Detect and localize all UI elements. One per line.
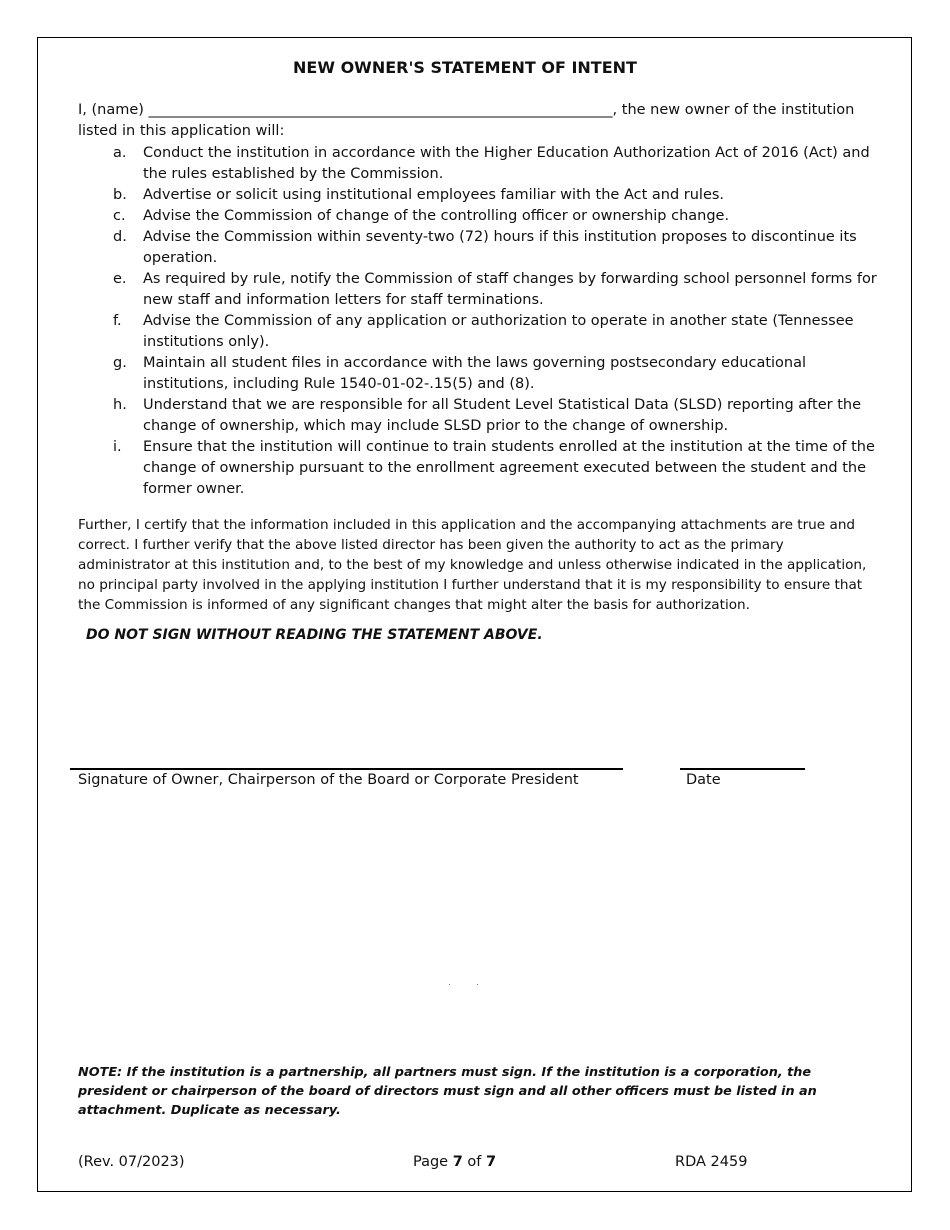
page-prefix: Page <box>413 1154 453 1170</box>
item-text: Understand that we are responsible for all Student Level Statistical Data (SLSD) reporting after the change of ownership, which may include SLSD prior to the change of ownership. <box>143 397 862 434</box>
item-letter: c. <box>113 208 126 224</box>
signing-note: NOTE: If the institution is a partnership, all partners must sign. If the institution is a corporation, the president or chairperson of the board of directors must sign and all other officers must be listed in an attachment. Duplicate as necessary. <box>78 1065 817 1118</box>
stray-mark <box>477 984 478 985</box>
intro-statement: I, (name) ________________________________________________________________, the new owner of the institution listed in this application will: <box>78 102 855 139</box>
item-letter: f. <box>113 313 122 329</box>
item-text: Advise the Commission within seventy-two (72) hours if this institution proposes to discontinue its operation. <box>143 229 857 266</box>
revision-date: (Rev. 07/2023) <box>78 1154 185 1170</box>
form-id: RDA 2459 <box>675 1154 748 1170</box>
list-item <box>78 185 878 206</box>
list-item <box>78 269 878 311</box>
stray-mark <box>449 984 450 985</box>
item-text: Advise the Commission of any application or authorization to operate in another state (Tennessee institutions only). <box>143 313 854 350</box>
item-letter: h. <box>113 397 127 413</box>
list-item <box>78 395 878 437</box>
obligations-list <box>78 143 878 500</box>
list-item <box>78 437 878 500</box>
item-text: As required by rule, notify the Commission of staff changes by forwarding school personnel forms for new staff and information letters for staff terminations. <box>143 271 877 308</box>
signature-line[interactable] <box>70 768 623 770</box>
page-current: 7 <box>452 1154 463 1170</box>
page-number <box>413 1154 496 1170</box>
signature-label: Signature of Owner, Chairperson of the Board or Corporate President <box>78 772 579 788</box>
list-item <box>78 227 878 269</box>
page-total: 7 <box>486 1154 497 1170</box>
item-text: Ensure that the institution will continue to train students enrolled at the institution at the time of the change of ownership pursuant to the enrollment agreement executed between the student and the former owner. <box>143 439 875 497</box>
item-letter: i. <box>113 439 122 455</box>
item-letter: d. <box>113 229 127 245</box>
item-text: Conduct the institution in accordance with the Higher Education Authorization Act of 2016 (Act) and the rules established by the Commission. <box>143 145 870 182</box>
item-text: Advise the Commission of change of the controlling officer or ownership change. <box>143 208 730 224</box>
item-letter: e. <box>113 271 127 287</box>
page-separator: of <box>462 1154 487 1170</box>
item-letter: a. <box>113 145 127 161</box>
page-title: NEW OWNER'S STATEMENT OF INTENT <box>293 58 637 77</box>
item-letter: b. <box>113 187 127 203</box>
date-line[interactable] <box>680 768 805 770</box>
list-item <box>78 143 878 185</box>
list-item <box>78 353 878 395</box>
date-label: Date <box>686 772 721 788</box>
item-text: Advertise or solicit using institutional employees familiar with the Act and rules. <box>143 187 725 203</box>
item-letter: g. <box>113 355 127 371</box>
item-text: Maintain all student files in accordance with the laws governing postsecondary educational institutions, including Rule 1540-01-02-.15(5) and (8). <box>143 355 807 392</box>
list-item <box>78 311 878 353</box>
signing-warning: DO NOT SIGN WITHOUT READING THE STATEMENT ABOVE. <box>86 627 543 643</box>
list-item <box>78 206 878 227</box>
certification-paragraph: Further, I certify that the information included in this application and the accompanying attachments are true and correct. I further verify that the above listed director has been given the authority to act as the primary administrator at this institution and, to the best of my knowledge and unless otherwise indicated in the application, no principal party involved in the applying institution I further understand that it is my responsibility to ensure that the Commission is informed of any significant changes that might alter the basis for authorization. <box>78 517 867 613</box>
